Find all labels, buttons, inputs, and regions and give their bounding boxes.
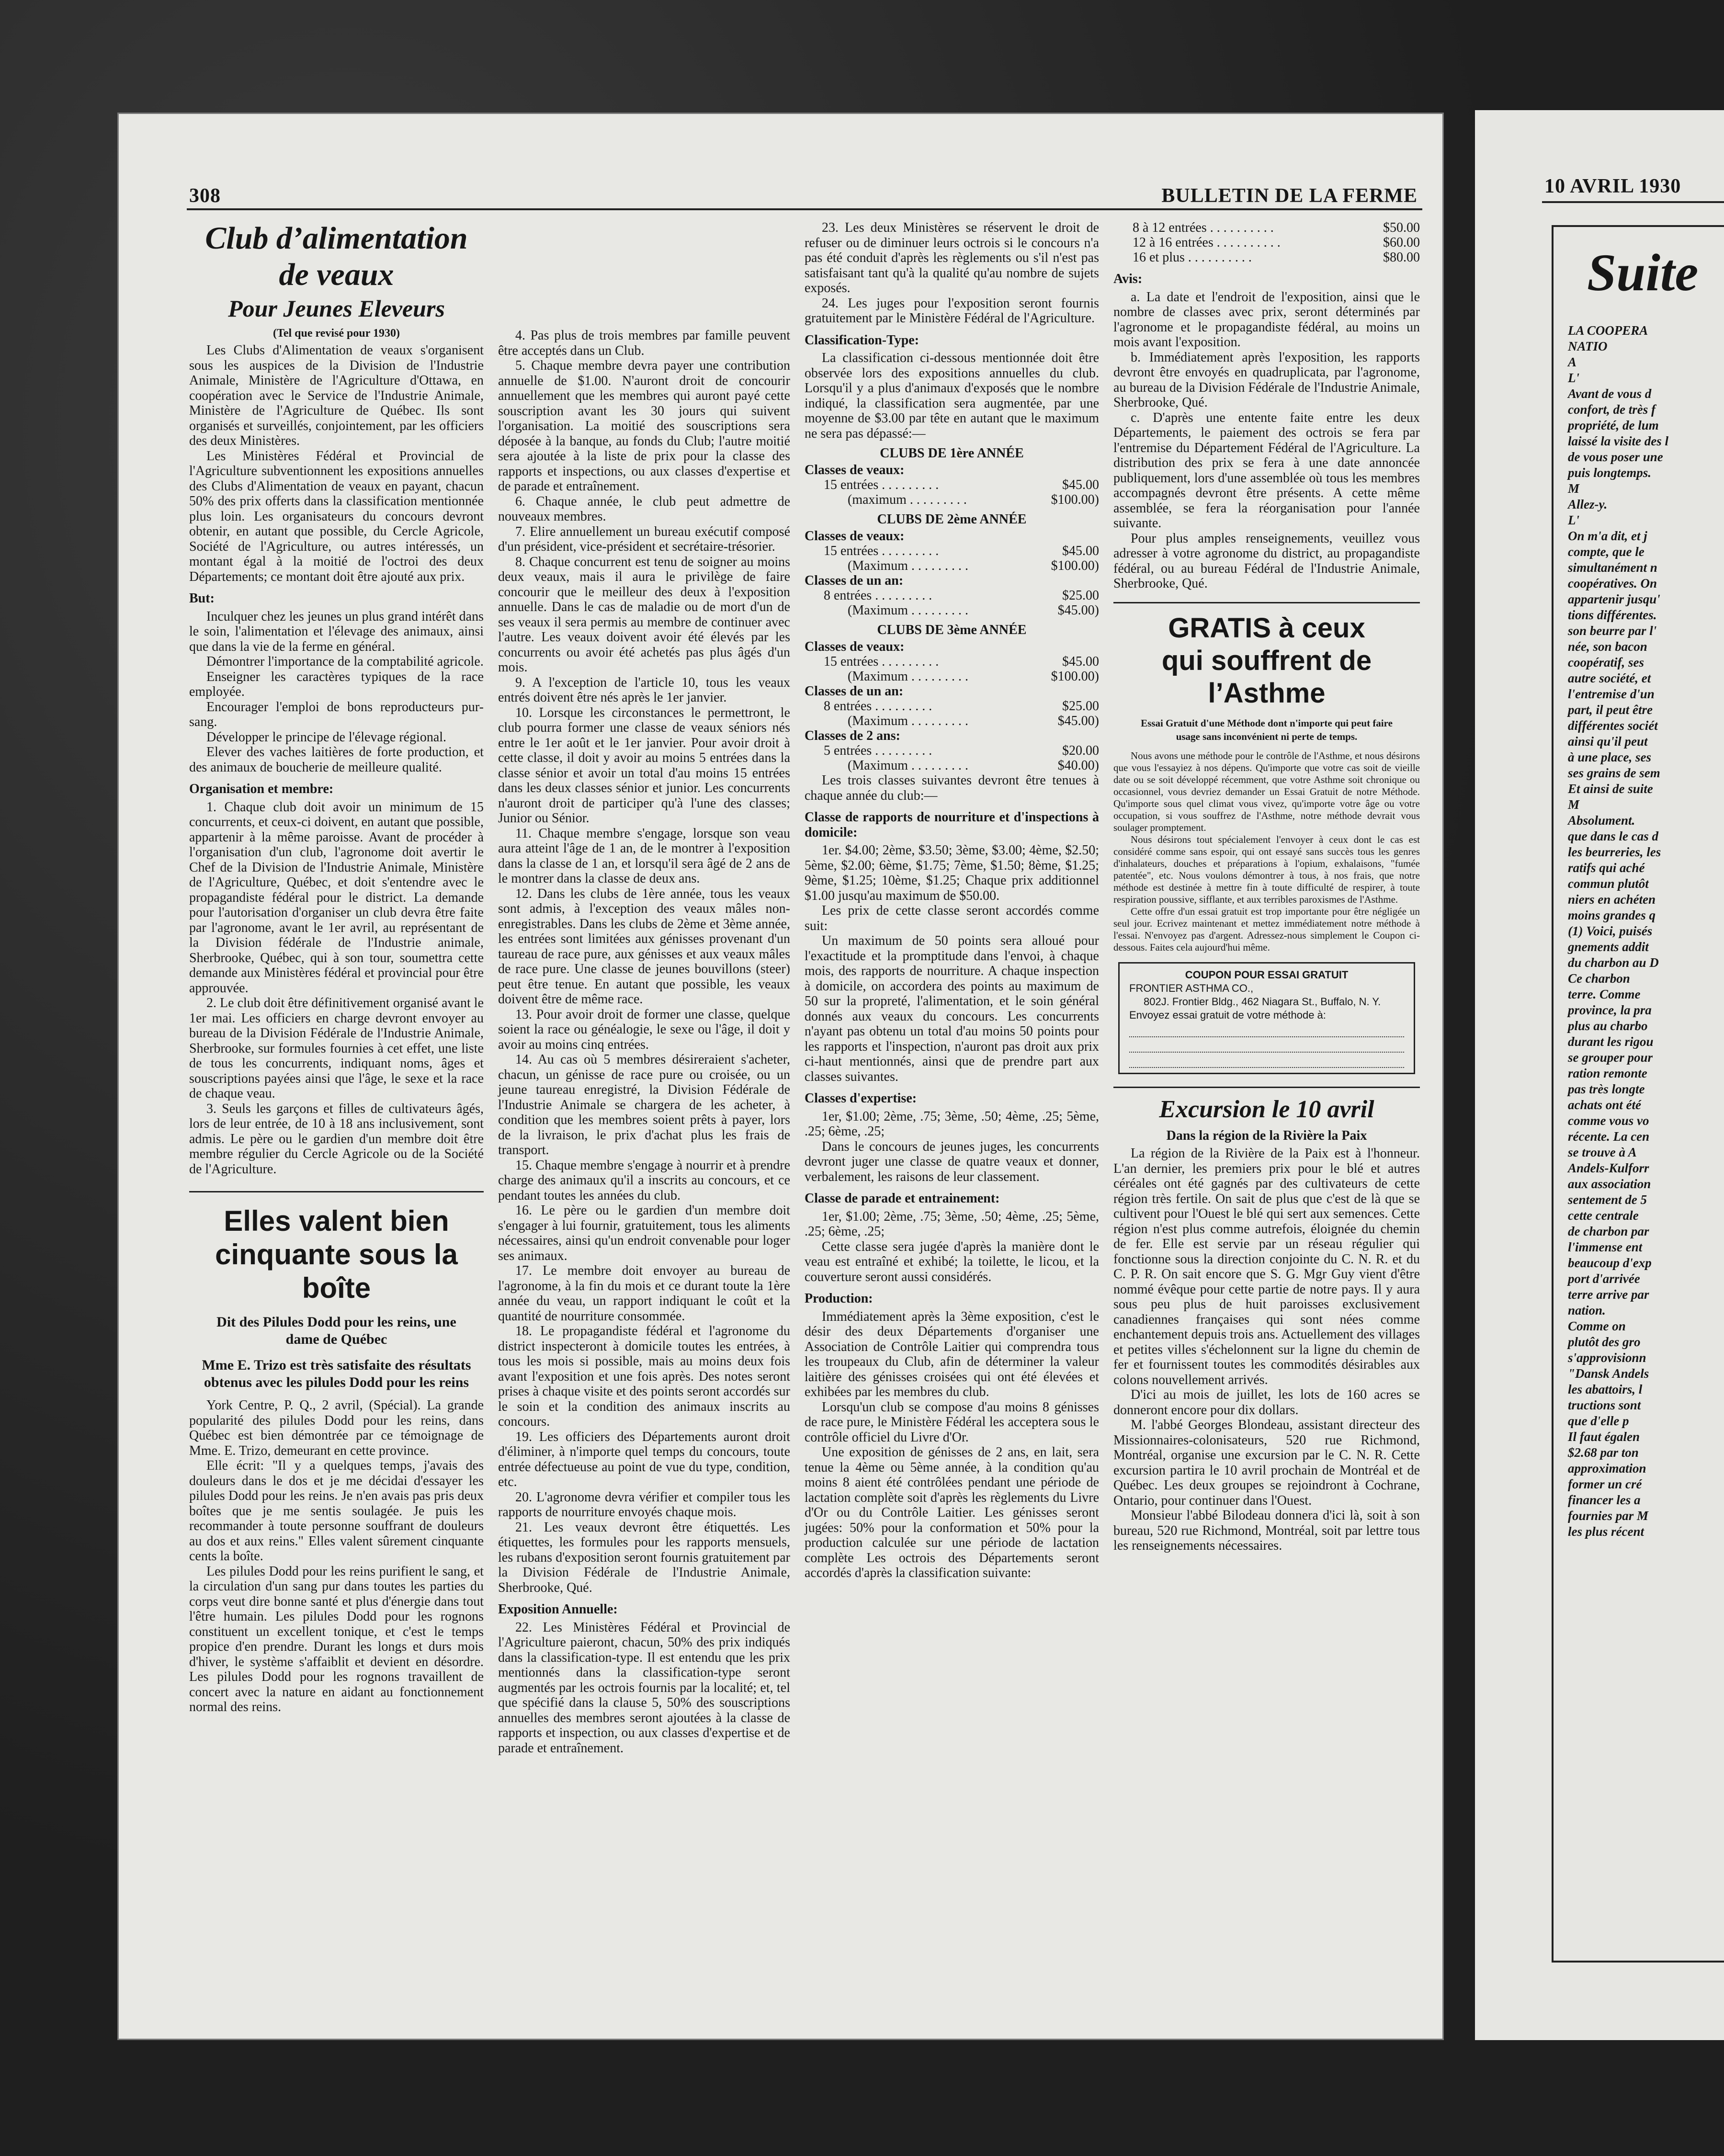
coupon-blank-line[interactable] [1129,1037,1404,1053]
prize-row [805,758,1099,773]
suite-line: appartenir jusqu' [1568,592,1660,606]
prize-row [805,654,1099,669]
asthme-ad [1113,602,1420,1074]
suite-line: M [1568,797,1580,812]
suite-frame [1552,225,1724,1963]
rule-item: 20. L'agronome devra vérifier et compiler tous les rapports de nourriture envoyés chaque mois. [498,1489,790,1520]
rule-item: 13. Pour avoir droit de former une classe, quelque soient la race ou généalogie, le sexe ou l'âge, il doit y avoir au moins cinq entrées. [498,1007,790,1052]
suite-line: former un cré [1568,1477,1642,1491]
suite-title: Suite [1587,243,1699,302]
prize-row [805,544,1099,558]
suite-line: Ce charbon [1568,971,1630,986]
suite-line: On m'a dit, et j [1568,529,1647,543]
prize-row [805,477,1099,492]
column-3 [805,220,1099,1581]
suite-line: les beurreries, les [1568,845,1661,859]
club-intro-2: Les Ministères Fédéral et Provincial de l'Agriculture subventionnent les expositions annuelles des Clubs d'Alimentation de veaux en payant, chacun 50% des prix offerts dans la classification mentionnée plus loin. Les organisateurs du concours devront obtenir, en autant que possible, du Cercle Agricole, Société de l'Agriculture, ou autres intéressés, un montant égal à la moitié de l'octroi des deux Départements; ce montant doit être ajouté aux prix. [189,448,484,584]
club-revised: (Tel que revisé pour 1930) [273,327,400,340]
suite-line: NATIO [1568,339,1608,353]
coupon-company: FRONTIER ASTHMA CO., [1129,982,1254,994]
dodd-article [189,1191,484,1715]
asthme-deck: Essai Gratuit d'une Méthode dont n'importe qui peut faire usage sans inconvénient ni perte de temps. [1141,717,1393,742]
class-label: Classes de un an: [805,684,904,699]
suite-line: fournies par M [1568,1509,1649,1523]
avis-item: b. Immédiatement après l'exposition, les rapports devront être envoyés en quadruplicata, par l'agronome, au bureau de la Division Fédérale de l'Industrie Animale, Sherbrooke, Qué. [1113,350,1420,410]
rule-item: 15. Chaque membre s'engage à nourrir et à prendre charge des animaux qu'il a inscrits au concours, et ce pendant toutes les années du club. [498,1157,790,1203]
prize-label: 8 entrées . . . . . . . . . [824,699,932,714]
lactation-amount: $50.00 [1383,220,1420,235]
production-paragraph: Une exposition de génisses de 2 ans, en lait, sera tenue la 4ème ou 5ème année, à la condition qu'au moins 8 aient été contrôlées pendant une période de lactation complète soit d'après les règlements du Livre d'Or ou du Contrôle Laitier. Les génisses seront jugées: 50% pour la conformation et 50% pour la production calculée sur une période de lactation complète Les octrois des Départements seront accordés d'après la classification suivante: [805,1445,1099,1580]
rule-item: 10. Lorsque les circonstances le permettront, le club pourra former une classe de veaux séniors nés entre le 1er août et le 1er janvier. Pour avoir droit à cette classe, il doit y avoir au moins 5 entrées dans la classe sénior et avoir un total d'au moins 15 entrées dans les deux classes sénior et junior. Les concurrents n'auront droit de participer qu'à l'une des classes; Junior ou Sénior. [498,705,790,826]
class-heading: Classification-Type: [805,332,919,348]
but-item: Inculquer chez les jeunes un plus grand intérêt dans le soin, l'alimentation et l'élevage des animaux, ainsi que dans la vie de la ferme en général. [189,609,484,654]
parade-heading: Classe de parade et entrainement: [805,1191,1000,1206]
prize-label: (maximum . . . . . . . . . [848,492,967,507]
rule-item: 14. Au cas où 5 membres désireraient s'acheter, chacun, un génisse de race pure ou croisée, ou un jeune taureau enregistré, la Division Fédérale de l'Industrie Animale se chargera de les acheter, à condition que les membres soient prêts à payer, lors de la livraison, le prix d'achat plus les frais de transport. [498,1052,790,1157]
prize-amount: $20.00 [1062,743,1099,758]
prize-row [805,603,1099,618]
class-label: Classes de veaux: [805,529,905,544]
suite-line: aux association [1568,1177,1651,1191]
class-intro: La classification ci-dessous mentionnée doit être observée lors des expositions annuelles du club. Lorsqu'il y a plus d'animaux d'exposés que le nombre indiqué, la classification sera augmentée, par une moyenne de $3.00 par tête en autant que le maximum ne sera pas dépassé:— [805,351,1099,441]
but-item: Enseigner les caractères typiques de la race employée. [189,669,484,699]
club-subtitle: Pour Jeunes Eleveurs [228,295,445,322]
club-intro: Les Clubs d'Alimentation de veaux s'organisent sous les auspices de la Division de l'Industrie Animale, Ministère de l'Agriculture d'Ottawa, en coopération avec le Service de l'Industrie Animale, Ministère de l'Agriculture de Québec. Ils sont organisés et surveillés, conjointement, par les officiers des deux Ministères. [189,343,484,448]
prize-amount: $45.00) [1057,603,1099,618]
prize-amount: $100.00) [1051,558,1099,573]
prize-label: (Maximum . . . . . . . . . [848,714,968,728]
suite-line: ainsi qu'il peut [1568,734,1648,749]
rule-item: 6. Chaque année, le club peut admettre de nouveaux membres. [498,494,790,524]
suite-line: durant les rigou [1568,1034,1654,1049]
rule-item: 11. Chaque membre s'engage, lorsque son veau aura atteint l'âge de 1 an, de le montrer à l'exposition dans la classe de 1 an, et lorsqu'il sera âgé de 2 ans de le montrer dans la classe de deux ans. [498,826,790,886]
suite-line: puis longtemps. [1568,465,1652,480]
club-year-title: CLUBS DE 1ère ANNÉE [880,446,1024,461]
suite-line: (1) Voici, puisés [1568,924,1653,938]
suite-line: LA COOPERA [1568,323,1648,338]
suite-line: confort, de très f [1568,402,1656,417]
org-item: 1. Chaque club doit avoir un minimum de 15 concurrents, et ceux-ci doivent, en autant que possible, appartenir à la même paroisse. Avant de procéder à l'organisation d'un club, l'agronome doit avertir le Chef de la Division de l'Industrie Animale, Ministère de l'Agriculture, Québec, et doit s'entendre avec le propagandiste fédéral pour le district. La demande pour l'autorisation d'organiser un club devra être faite par l'agronome, avant le 1er avril, au représentant de la Division fédérale de l'Industrie animale, Sherbrooke, Québec, qui à son tour, soumettra cette demande aux Ministères fédéral et provincial pour être approuvée. [189,799,484,996]
suite-line: gnements addit [1568,940,1649,954]
suite-line: de vous poser une [1568,450,1663,464]
suite-line: pas très longte [1568,1082,1645,1096]
excursion-deck: Dans la région de la Rivière la Paix [1166,1128,1367,1143]
prize-row [805,669,1099,684]
expo-heading: Exposition Annuelle: [498,1602,618,1617]
suite-line: que d'elle p [1568,1414,1629,1428]
suite-line: ration remonte [1568,1066,1647,1080]
suite-line: niers en achéten [1568,892,1656,907]
lactation-row [1113,250,1420,265]
parade-text: Cette classe sera jugée d'après la manière dont le veau est entraîné et exhibé; la toilette, le licou, et la couverture seront aussi considérés. [805,1239,1099,1284]
suite-line: laissé la visite des l [1568,434,1668,448]
suite-line: autre société, et [1568,671,1651,685]
suite-line: à une place, ses [1568,750,1651,764]
but-item: Développer le principe de l'élevage régional. [206,729,447,745]
suite-line: achats ont été [1568,1098,1641,1112]
prize-label: (Maximum . . . . . . . . . [848,603,968,618]
avis-item: a. La date et l'endroit de l'exposition, ainsi que le nombre de classes avec prix, seront déterminés par l'agronome et le propagandiste fédéral, au moins un mois avant l'exposition. [1113,289,1420,350]
expertise-text: Dans le concours de jeunes juges, les concurrents devront juger une classe de quatre veaux et donner, verbalement, les raisons de leur classement. [805,1139,1099,1184]
rule-item: 8. Chaque concurrent est tenu de soigner au moins deux veaux, mais il aura le privilège de faire concourir que le meilleur des deux à l'exposition annuelle. Dans le cas de maladie ou de mort d'un de ses veaux il sera permis au membre de continuer avec l'autre. Les veaux doivent avoir été élevés par les concurrents ou avoir été achetés pas plus âgés d'un mois. [498,554,790,675]
prize-row [805,588,1099,603]
rapports-text: Les prix de cette classe seront accordés comme suit: [805,903,1099,933]
suite-line: les plus récent [1568,1524,1644,1539]
prize-row [805,699,1099,714]
rule-item: 7. Elire annuellement un bureau exécutif composé d'un président, vice-président et secrétaire-trésorier. [498,524,790,554]
suite-line: $2.68 par ton [1568,1445,1639,1460]
suite-line: s'approvisionn [1568,1350,1646,1365]
coupon-blank-line[interactable] [1129,1022,1404,1037]
suite-line: part, il peut être [1568,703,1653,717]
suite-line: Et ainsi de suite [1568,782,1653,796]
prize-label: (Maximum . . . . . . . . . [848,758,968,773]
suite-line: son beurre par l' [1568,624,1657,638]
asthme-paragraph: Nous avons une méthode pour le contrôle de l'Asthme, et nous désirons que vous l'essayiez à nos dépens. Qu'importe que votre cas soit de vieille date ou se soit développé récemment, que votre Asthme soit chronique ou occasionnel, vous devriez demander un Essai Gratuit de notre Méthode. Qu'importe sous quel climat vous vivez, qu'importe votre âge ou votre occupation, si vous souffrez de l'Asthme, notre méthode devrait vous soulager promptement. [1113,749,1420,833]
lactation-label: 12 à 16 entrées . . . . . . . . . . [1133,235,1281,250]
prize-amount: $45.00 [1062,477,1099,492]
coupon-blank-line[interactable] [1129,1053,1404,1068]
coupon-address: 802J. Frontier Bldg., 462 Niagara St., Buffalo, N. Y. [1144,995,1381,1008]
suite-line: compte, que le [1568,545,1645,559]
suite-line: approximation [1568,1461,1646,1475]
suite-line: de charbon par [1568,1224,1649,1238]
suite-line: du charbon au D [1568,955,1659,970]
suite-line: Avant de vous d [1568,386,1652,401]
suite-line: L' [1568,371,1579,385]
club-closing: Pour plus amples renseignements, veuillez vous adresser à votre agronome du district, au propagandiste fédéral, ou au bureau Fédéral de l'Industrie Animale, Sherbrooke, Qué. [1113,531,1420,591]
suite-line: Comme on [1568,1319,1626,1333]
suite-line: moins grandes q [1568,908,1656,922]
suite-line: coopératives. On [1568,576,1657,590]
dodd-paragraph: Elle écrit: "Il y a quelques temps, j'avais des douleurs dans le dos et je me décidai d'essayer les pilules Dodd pour les reins. Je n'en avais pas pris deux boîtes que je me sentis soulagée. Je puis les recommander à toute personne souffrant de douleurs au dos et aux reins." Elles valent sûrement cinquante cents la boîte. [189,1458,484,1564]
suite-line: simultanément n [1568,560,1657,575]
club-year-title: CLUBS DE 2ème ANNÉE [877,512,1027,527]
suite-line: tions différentes. [1568,608,1657,622]
header-rule [187,208,1422,210]
suite-text [1554,304,1724,1540]
column-4 [1113,220,1420,1554]
prize-row [805,492,1099,507]
suite-line: Andels-Kulforr [1568,1161,1649,1175]
dodd-deck-2: Mme E. Trizo est très satisfaite des résultats obtenus avec les pilules Dodd pour les reins [202,1357,471,1390]
suite-line: ses grains de sem [1568,766,1660,780]
expo-item: 23. Les deux Ministères se réservent le droit de refuser ou de diminuer leurs octrois si le concours n'a pas été conduit d'après les règlements ou s'il n'est pas satisfaisant tant qu'à la qualité qu'au nombre de sujets exposés. [805,220,1099,295]
but-heading: But: [189,591,215,606]
suite-line: terre arrive par [1568,1287,1649,1302]
prize-amount: $45.00 [1062,654,1099,669]
excursion-paragraph: M. l'abbé Georges Blondeau, assistant directeur des Missionnaires-colonisateurs, 520 rue Richmond, Montréal, organise une excursion par le C. N. R. Cette excursion partira le 10 avril prochain de Montréal et de Québec. Les deux groupes se rejoindront à Cochrane, Ontario, pour continuer dans l'Ouest. [1113,1418,1420,1508]
suite-line: plus au charbo [1568,1019,1648,1033]
suite-line: Absolument. [1568,813,1635,828]
prize-label: 15 entrées . . . . . . . . . [824,544,939,558]
prize-row [805,558,1099,573]
rule-item: 19. Les officiers des Départements auront droit d'éliminer, à n'importe quel temps du concours, toute entrée défectueuse au point de vue du type, condition, etc. [498,1429,790,1489]
expo-item: 24. Les juges pour l'exposition seront fournis gratuitement par le Ministère Fédéral de l'Agriculture. [805,295,1099,326]
page-date: 10 AVRIL 1930 [1544,175,1681,197]
asthme-paragraph: Nous désirons tout spécialement l'envoyer à ceux dont le cas est considéré comme sans espoir, qui ont essayé sans succès tous les genres d'inhalateurs, douches et préparations à l'opium, exhalaisons, "fumée patentée", etc. Nous voulons démontrer à tous, à nos frais, que notre méthode est destinée à mettre fin à toute difficulté de respirer, à toute respiration poussive, sifflante, et aux terribles paroxismes de l'Asthme. [1113,833,1420,905]
but-item: Démontrer l'importance de la comptabilité agricole. [206,654,484,669]
suite-line: M [1568,481,1580,496]
header-rule [1542,201,1724,203]
prize-label: 5 entrées . . . . . . . . . [824,743,932,758]
prize-tables [805,446,1099,773]
prize-amount: $100.00) [1051,669,1099,684]
rule-item: 21. Les veaux devront être étiquettés. Les étiquettes, les formules pour les rapports mensuels, les rubans d'exposition seront fournis gratuitement par la Division Fédérale de l'Industrie Animale, Sherbrooke, Qué. [498,1520,790,1595]
suite-line: ratifs qui aché [1568,861,1645,875]
suite-line: les abattoirs, l [1568,1382,1643,1396]
suite-line: terre. Comme [1568,987,1641,1001]
suite-line: sentement de 5 [1568,1192,1647,1207]
suite-line: financer les a [1568,1493,1641,1507]
prize-label: 8 entrées . . . . . . . . . [824,588,932,603]
org-item: 3. Seuls les garçons et filles de cultivateurs âgés, lors de leur entrée, de 10 à 18 ans inclusivement, sont admis. Le père ou le gardien d'un membre doit être membre régulier du Cercle Agricole ou de la Société de l'Agriculture. [189,1101,484,1177]
expertise-prizes: 1er, $1.00; 2ème, .75; 3ème, .50; 4ème, .25; 5ème, .25; 6ème, .25; [805,1109,1099,1139]
asthme-paragraph: Cette offre d'un essai gratuit est trop importante pour être négligée un seul jour. Ecrivez maintenant et mettez immédiatement notre méthode à l'essai. N'envoyez pas d'argent. Adressez-nous simplement le Coupon ci-dessous. Faites cela aujourd'hui même. [1113,905,1420,953]
suite-line: coopératif, ses [1568,655,1644,669]
class-outro: Les trois classes suivantes devront être tenues à chaque année du club:— [805,773,1099,803]
suite-line: nation. [1568,1303,1606,1317]
asthme-headline-2: qui souffrent de l’Asthme [1161,645,1372,709]
excursion-paragraph: D'ici au mois de juillet, les lots de 160 acres se donneront encore pour dix dollars. [1113,1387,1420,1418]
adjacent-page [1475,110,1724,2040]
coupon-title: COUPON POUR ESSAI GRATUIT [1185,968,1349,981]
class-label: Classes de 2 ans: [805,728,900,743]
suite-line: Il faut égalen [1568,1430,1640,1444]
club-title: Club d’alimentation de veaux [205,221,468,292]
production-paragraph: Lorsqu'un club se compose d'au moins 8 génisses de race pure, le Ministère Fédéral les acceptera sous le contrôle officiel du Livre d'Or. [805,1399,1099,1445]
asthme-headline-1: GRATIS à ceux [1168,612,1365,644]
avis-item: c. D'après une entente faite entre les deux Départements, le paiement des octrois se fera par l'entremise du Département Fédéral de l'Agriculture. La distribution des prix se fera à une date annoncée publiquement, lors d'une assemblée où tous les membres accompagnés devront être présents. A cette même assemblée, se fera la réorganisation pour l'année suivante. [1113,410,1420,531]
suite-line: récente. La cen [1568,1129,1650,1144]
rapports-heading: Classe de rapports de nourriture et d'inspections à domicile: [805,810,1099,840]
asthme-coupon [1118,962,1415,1074]
rule-item: 17. Le membre doit envoyer au bureau de l'agronome, à la fin du mois et ce durant toute la 1ère année du veau, un rapport indiquant le coût et la quantité de nourriture consommée. [498,1263,790,1324]
production-paragraph: Immédiatement après la 3ème exposition, c'est le désir des deux Départements d'organiser une Association de Contrôle Laitier qui comprendra tous les troupeaux du Club, afin de déterminer la valeur laitière des génisses croisées qui ont été élevées et exhibées par les membres du club. [805,1309,1099,1399]
dodd-paragraph: Les pilules Dodd pour les reins purifient le sang, et la circulation d'un sang pur dans toutes les parties du corps veut dire bonne santé et plus d'énergie dans tout l'être humain. Les pilules Dodd pour les rognons constituent un excellent tonique, et c'est le temps propice d'en prendre. Durant les longs et durs mois d'hiver, le système s'affaiblit et devient en désordre. Les pilules Dodd pour les rognons travaillent de concert avec la nature en aidant au fonctionnement normal des reins. [189,1564,484,1714]
suite-line: différentes sociét [1568,718,1658,733]
but-item: Encourager l'emploi de bons reproducteurs pur-sang. [189,699,484,729]
dodd-paragraph: York Centre, P. Q., 2 avril, (Spécial). La grande popularité des pilules Dodd pour les reins, dans Québec est bien démontrée par ce témoignage de Mme. E. Trizo, demeurant en cette province. [189,1398,484,1458]
class-label: Classes de un an: [805,573,904,588]
rule-item: 16. Le père ou le gardien d'un membre doit s'engager à lui fournir, gratuitement, tous les aliments nécessaires, ainsi qu'un endroit convenable pour loger ses animaux. [498,1203,790,1263]
suite-line: propriété, de lum [1568,418,1659,432]
newspaper-page [117,113,1444,2040]
parade-prizes: 1er, $1.00; 2ème, .75; 3ème, .50; 4ème, .25; 5ème, .25; 6ème, .25; [805,1209,1099,1239]
prize-label: (Maximum . . . . . . . . . [848,669,968,684]
rule-item: 12. Dans les clubs de 1ère année, tous les veaux sont admis, à l'exception des veaux mâles non-enregistrables. Dans les clubs de 2ème et 3ème année, les entrées sont limitées aux génisses provenant d'un taureau de race pure, aux génisses et aux veaux mâles de race pure. Une classe de jeunes bouvillons (steer) peut être tenue. En autant que possible, les veaux doivent être de même race. [498,886,790,1007]
excursion-article [1113,1087,1420,1554]
suite-line: que dans le cas d [1568,829,1658,843]
class-label: Classes de veaux: [805,463,905,477]
dodd-deck: Dit des Pilules Dodd pour les reins, une dame de Québec [216,1314,456,1347]
publication-title: BULLETIN DE LA FERME [1161,185,1418,207]
suite-line: née, son bacon [1568,639,1647,654]
prize-amount: $25.00 [1062,588,1099,603]
suite-line: Allez-y. [1568,497,1608,511]
lactation-row [1113,235,1420,250]
rule-item: 9. A l'exception de l'article 10, tous les veaux entrés doivent être nés après le 1er janvier. [498,675,790,705]
suite-line: cette centrale [1568,1208,1639,1223]
expertise-heading: Classes d'expertise: [805,1091,917,1106]
org-heading: Organisation et membre: [189,782,334,796]
but-item: Elever des vaches laitières de forte production, et des animaux de boucherie de meilleure qualité. [189,745,484,775]
lactation-label: 8 à 12 entrées . . . . . . . . . . [1133,220,1274,235]
lactation-amount: $80.00 [1383,250,1420,265]
rapports-prizes: 1er. $4.00; 2ème, $3.50; 3ème, $3.00; 4ème, $2.50; 5ème, $2.00; 6ème, $1.75; 7ème, $1.50; 8ème, $1.25; 9ème, $1.25; 10ème, $1.25; Chaque prix additionnel $1.00 jusqu'au maximum de $50.00. [805,843,1099,903]
suite-line: beaucoup d'exp [1568,1256,1652,1270]
club-year-title: CLUBS DE 3ème ANNÉE [877,623,1027,637]
prize-label: 15 entrées . . . . . . . . . [824,477,939,492]
suite-line: A [1568,355,1577,369]
dodd-headline: Elles valent bien cinquante sous la boîte [215,1205,458,1304]
prize-label: (Maximum . . . . . . . . . [848,558,968,573]
suite-line: "Dansk Andels [1568,1366,1649,1381]
suite-line: comme vous vo [1568,1113,1649,1128]
prize-amount: $25.00 [1062,699,1099,714]
suite-line: L' [1568,513,1579,527]
prize-amount: $40.00) [1057,758,1099,773]
rule-item: 18. Le propagandiste fédéral et l'agronome du district inspecteront à domicile toutes les entrées, à tous les mois si possible, mais au moins deux fois avant l'exposition et une fois après. Des notes seront prises à chaque visite et des points seront accordés sur le soin et la condition des animaux inscrits au concours. [498,1324,790,1429]
excursion-headline: Excursion le 10 avril [1159,1095,1374,1123]
suite-line: port d'arrivée [1568,1271,1640,1286]
page-number: 308 [189,185,221,207]
excursion-paragraph: La région de la Rivière de la Paix est à l'honneur. L'an dernier, les premiers prix pour le blé et autres céréales ont été gagnés par des cultivateurs de cette région très fertile. On sait de plus que c'est de là que se cultivent pour l'Ouest le blé qui sert aux semences. Cette région n'est plus comme autrefois, éloignée du chemin de fer. Elle est servie par un réseau régulier qui fonctionne sous la direction conjointe du C. N. R. et du C. P. R. On sait encore que S. G. Mgr Guy vient d'être nommé évêque pour cette partie de notre pays. Il y aura sous peu plus de huit paroisses exclusivement canadiennes françaises qui sont nées comme enchantement depuis trois ans. Actuellement des villages et petites villes s'échelonnent sur la ligne du chemin de fer et fournissent toutes les commodités désirables aux colons nouvellement arrivés. [1113,1146,1420,1387]
lactation-amount: $60.00 [1383,235,1420,250]
suite-line: commun plutôt [1568,876,1649,891]
suite-line: se grouper pour [1568,1050,1653,1065]
suite-line: tructions sont [1568,1398,1641,1412]
suite-line: plutôt des gro [1568,1335,1641,1349]
prize-label: 15 entrées . . . . . . . . . [824,654,939,669]
rule-item: 5. Chaque membre devra payer une contribution annuelle de $1.00. N'auront droit de concourir annuellement que les membres qui auront payé cette souscription avant les 30 jours qui suivent l'organisation. La moitié des souscriptions sera déposée à la banque, au fonds du Club; l'autre moitié sera ajoutée à la liste de prix pour la classe des rapports et inspections, ou aux classes d'expertise et de parade et entraînement. [498,358,790,494]
lactation-table [1113,220,1420,265]
prize-row [805,743,1099,758]
column-1 [189,220,484,1715]
column-2 [498,328,790,1756]
suite-line: province, la pra [1568,1003,1652,1017]
class-label: Classes de veaux: [805,639,905,654]
prize-amount: $45.00) [1057,714,1099,728]
prize-row [805,714,1099,728]
production-heading: Production: [805,1291,873,1306]
lactation-label: 16 et plus . . . . . . . . . . [1133,250,1252,265]
coupon-instructions: Envoyez essai gratuit de votre méthode à: [1129,1009,1326,1021]
excursion-paragraph: Monsieur l'abbé Bilodeau donnera d'ici là, soit à son bureau, 520 rue Richmond, Montréal, soit par lettre tous les renseignements nécessaires. [1113,1508,1420,1553]
org-item: 2. Le club doit être définitivement organisé avant le 1er mai. Les officiers en charge devront envoyer au bureau de la Division Fédérale de l'Industrie Animale, Sherbrooke, sur formules fournies à cet effet, une liste de tous les concurrents, indiquant noms, âges et souscriptions payées ainsi que l'âge, le sexe et la race de chaque veau. [189,996,484,1101]
prize-amount: $100.00) [1051,492,1099,507]
suite-line: se trouve à A [1568,1145,1637,1159]
prize-amount: $45.00 [1062,544,1099,558]
expo-item: 22. Les Ministères Fédéral et Provincial de l'Agriculture paieront, chacun, 50% des prix indiqués dans la classification-type. Il est entendu que les prix mentionnés dans la classification-type seront augmentés par les octrois fournis par la localité; et, tel que spécifié dans la clause 5, 50% des souscriptions annuelles des membres seront ajoutées à la classe de rapports et inspection, ou aux classes d'expertise et de parade et entraînement. [498,1620,790,1756]
rapports-text-2: Un maximum de 50 points sera alloué pour l'exactitude et la promptitude dans l'envoi, à chaque mois, des rapports de nourriture. A chaque inspection à domicile, on accordera des points au maximum de 50 sur la propreté, l'alimentation, et le soin général donnés aux veaux du concours. Les concurrents n'ayant pas obtenu un total d'au moins 50 points pour les rapports et l'inspection, n'auront pas droit aux prix ci-haut mentionnés, ainsi que de prendre part aux classes suivantes. [805,933,1099,1084]
avis-heading: Avis: [1113,272,1143,286]
rule-item: 4. Pas plus de trois membres par famille peuvent être acceptés dans un Club. [498,328,790,358]
suite-line: l'entremise d'un [1568,687,1655,701]
lactation-row [1113,220,1420,235]
suite-line: l'immense ent [1568,1240,1643,1254]
